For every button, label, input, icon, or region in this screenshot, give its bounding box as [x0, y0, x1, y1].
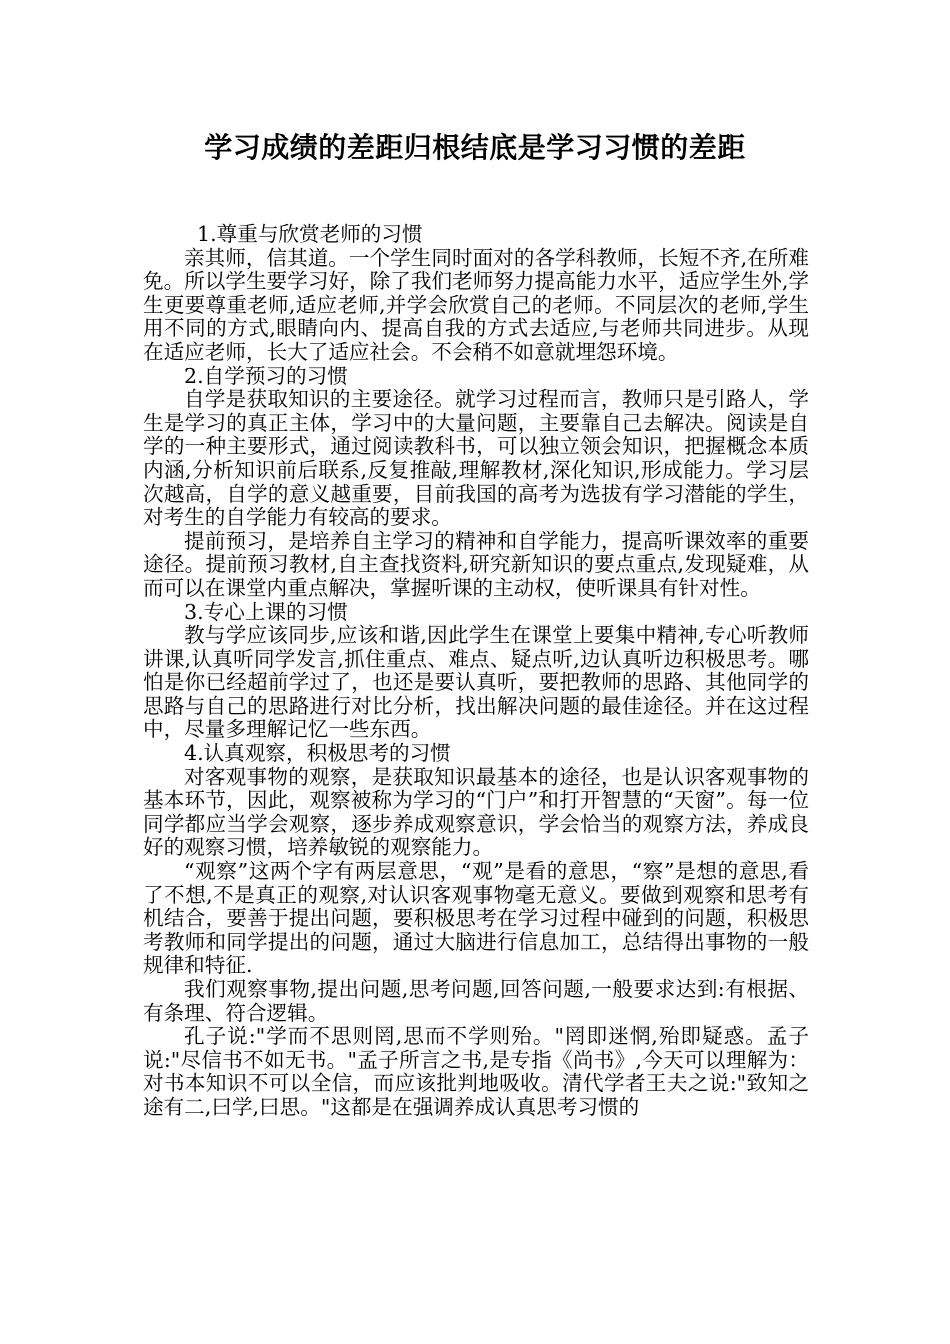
paragraph: 自学是获取知识的主要途径。就学习过程而言，教师只是引路人，学生是学习的真正主体，学习中的大量问题，主要靠自己去解决。阅读是自学的一种主要形式，通过阅读教科书，可以独立领会知识，把握概念本质内涵,分析知识前后联系,反复推敲,理解教材,深化知识,形成能力。学习层次越高，自学的意义越重要，目前我国的高考为选拔有学习潜能的学生，对考生的自学能力有较高的要求。	[143, 387, 809, 530]
section-heading-4: 4.认真观察，积极思考的习惯	[184, 741, 451, 766]
paragraph: 我们观察事物,提出问题,思考问题,回答问题,一般要求达到:有根据、有条理、符合逻辑。	[143, 977, 809, 1025]
paragraph: 孔子说:"学而不思则罔,思而不学则殆。"罔即迷惘,殆即疑惑。孟子说:"尽信书不如无书。"孟子所言之书,是专指《尚书》,今天可以理解为：对书本知识不可以全信，而应该批判地吸收。清代学者王夫之说:"致知之途有二,曰学,曰思。"这都是在强调养成认真思考习惯的	[143, 1024, 809, 1119]
paragraph: 亲其师，信其道。一个学生同时面对的各学科教师，长短不齐,在所难免。所以学生要学习好，除了我们老师努力提高能力水平，适应学生外,学生更要尊重老师,适应老师,并学会欣赏自己的老师。不同层次的老师,学生用不同的方式,眼睛向内、提高自我的方式去适应,与老师共同进步。从现在适应老师，长大了适应社会。不会稍不如意就埋怨环境。	[143, 245, 809, 364]
section-heading-2: 2.自学预习的习惯	[184, 363, 348, 388]
document-title: 学习成绩的差距归根结底是学习习惯的差距	[204, 131, 746, 164]
document-body	[143, 223, 809, 1120]
paragraph: 教与学应该同步,应该和谐,因此学生在课堂上要集中精神,专心听教师讲课,认真听同学发言,抓住重点、难点、疑点听,边认真听边积极思考。哪怕是你已经超前学过了，也还是要认真听，要把教师的思路、其他同学的思路与自己的思路进行对比分析，找出解决问题的最佳途径。并在这过程中，尽量多理解记忆一些东西。	[143, 623, 809, 742]
section-heading-1: 1.尊重与欣赏老师的习惯	[197, 222, 423, 246]
paragraph: “观察”这两个字有两层意思，“观”是看的意思，“察”是想的意思,看了不想,不是真正的观察,对认识客观事物毫无意义。要做到观察和思考有机结合，要善于提出问题，要积极思考在学习过程中碰到的问题，积极思考教师和同学提出的问题，通过大脑进行信息加工，总结得出事物的一般规律和特征.	[143, 859, 809, 978]
section-heading-3: 3.专心上课的习惯	[184, 599, 348, 624]
paragraph: 对客观事物的观察，是获取知识最基本的途径，也是认识客观事物的基本环节，因此，观察被称为学习的“门户”和打开智慧的“天窗”。每一位同学都应当学会观察，逐步养成观察意识，学会恰当的观察方法，养成良好的观察习惯，培养敏锐的观察能力。	[143, 764, 809, 860]
paragraph: 提前预习，是培养自主学习的精神和自学能力，提高听课效率的重要途径。提前预习教材,自主查找资料,研究新知识的要点重点,发现疑难，从而可以在课堂内重点解决，掌握听课的主动权，使听课具有针对性。	[143, 528, 809, 600]
